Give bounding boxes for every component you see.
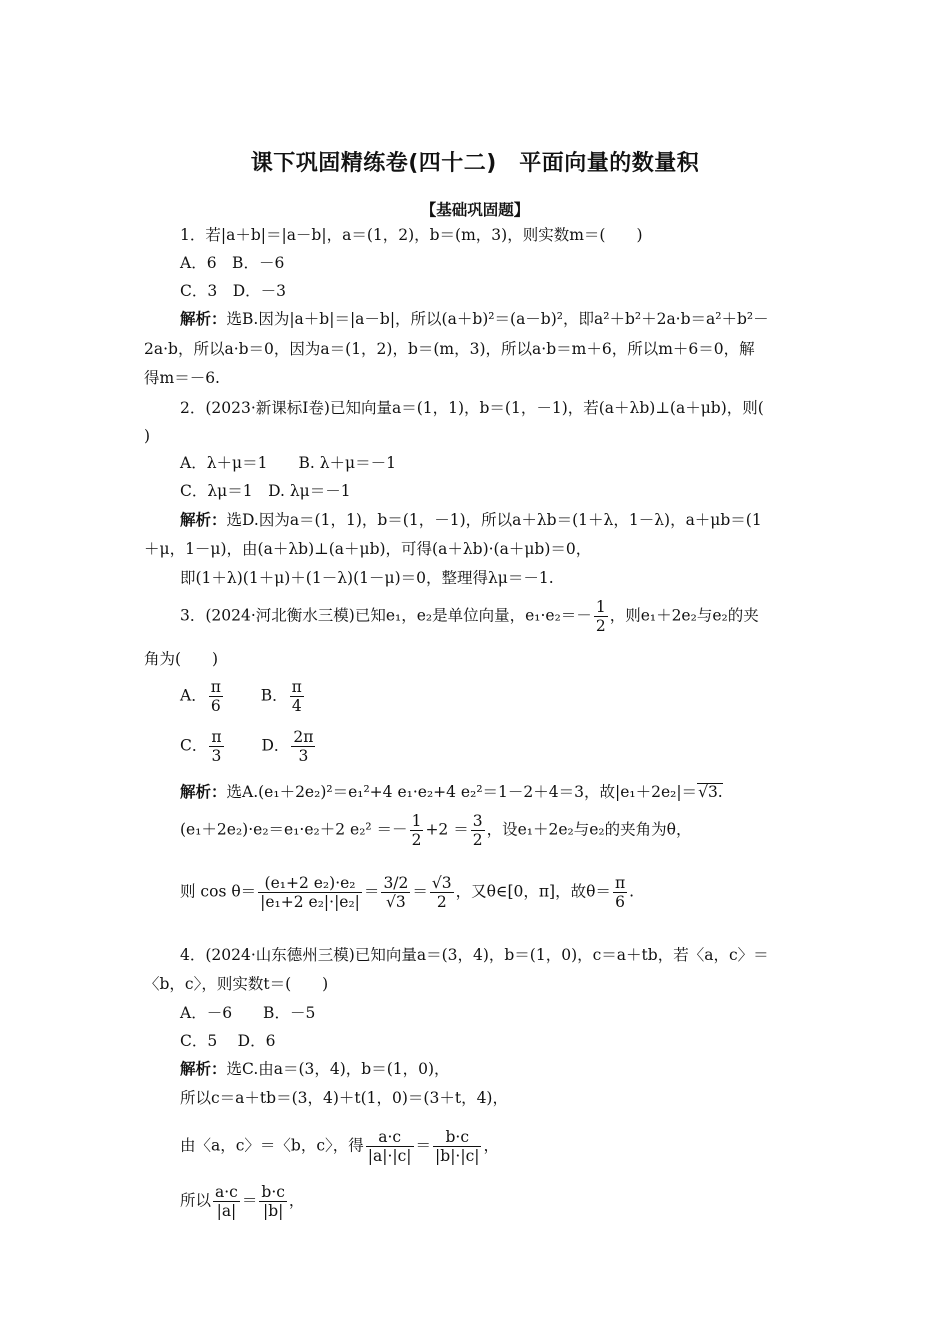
q1-options-ab: A．6 B．－6 <box>180 254 285 272</box>
q1-solution-line-3: 得m＝－6. <box>144 369 220 387</box>
option-b-value: $\frac{\pi}{4}$ <box>291 678 302 715</box>
q4-solution-line-1: 解析：选C.由a＝(3，4)，b＝(1，0)， <box>180 1060 450 1078</box>
option-c: C． <box>180 736 208 755</box>
fraction-one-half: $\frac{1}{2}$ <box>595 598 606 635</box>
q2-options-cd: C．λμ＝1 D. λμ＝－1 <box>180 482 351 500</box>
q1-solution-line-2: 2a·b，所以a·b＝0，因为a＝(1，2)，b＝(m，3)，所以a·b＝m＋6，所以m＋6＝0，解 <box>144 340 755 358</box>
q1-options-cd: C．3 D．－3 <box>180 282 287 300</box>
q2-solution-line-1: 解析：选D.因为a＝(1，1)，b＝(1，－1)，所以a＋λb＝(1＋λ，1－λ)，a＋μb＝(1 <box>180 511 762 529</box>
option-a-value: $\frac{\pi}{6}$ <box>210 678 221 715</box>
fraction: $\frac{a\cdot c}{|a|\cdot|c|}$ <box>367 1128 412 1165</box>
q3-solution-line-2: (e₁＋2e₂)·e₂＝e₁·e₂＋2 e₂² ＝－ $\frac{1}{2}$ +2 ＝ $\frac{3}{2}$ ，设e₁＋2e₂与e₂的夹角为θ， <box>180 812 692 849</box>
fraction: $\frac{\pi}{6}$ <box>614 874 626 911</box>
option-a: A． <box>180 686 207 705</box>
solution-label: 解析： <box>180 1060 227 1078</box>
q4-stem-line-2: 〈b，c〉，则实数t＝( ) <box>144 975 329 993</box>
solution-label: 解析： <box>180 511 227 529</box>
section-heading: 【基础巩固题】 <box>420 201 530 219</box>
solution-label: 解析： <box>180 310 227 328</box>
cosine-fraction: $\frac{\text{(e₁+2 e₂)·e₂}}{\text{|e₁+2 e₂|·|e₂|}}$ <box>260 874 360 911</box>
q4-options-cd: C．5 D．6 <box>180 1032 276 1050</box>
fraction: $\frac{√3}{2}$ <box>431 874 452 911</box>
fraction: $\frac{1}{2}$ <box>411 812 422 849</box>
q3-solution-line-1: 解析：选A.(e₁＋2e₂)²＝e₁²+4 e₁·e₂+4 e₂²＝1－2＋4＝3，故|e₁＋2e₂|＝√3. <box>180 783 723 801</box>
fraction: $\frac{b\cdot c}{|b|\cdot|c|}$ <box>435 1128 480 1165</box>
fraction: $\frac{3}{2}$ <box>472 812 483 849</box>
q2-solution-line-2: ＋μ，1－μ)，由(a＋λb)⊥(a＋μb)，可得(a＋λb)·(a＋μb)＝0， <box>144 540 592 558</box>
fraction: $\frac{3/2}{√3}$ <box>383 874 409 911</box>
q4-solution-line-2: 所以c＝a＋tb＝(3，4)＋t(1，0)＝(3＋t，4)， <box>180 1089 508 1107</box>
fraction: $\frac{b\cdot c}{|b|}$ <box>261 1183 285 1220</box>
q3-stem-line-1: 3．(2024·河北衡水三模)已知e₁，e₂是单位向量，e₁·e₂＝－ $\frac{1}{2}$ ，则e₁＋2e₂与e₂的夹 <box>180 598 759 635</box>
q2-stem-line-2: ) <box>144 427 151 445</box>
q4-solution-line-4: 所以 $\frac{a\cdot c}{|a|}$ ＝ $\frac{b\cdot c}{|b|}$ ， <box>180 1183 305 1220</box>
q1-stem: 1．若|a＋b|＝|a－b|，a＝(1，2)，b＝(m，3)，则实数m＝( ) <box>180 226 643 244</box>
option-b: B． <box>260 686 288 705</box>
q3-solution-line-3: 则 cos θ＝ $\frac{\text{(e₁+2 e₂)·e₂}}{\text{|e₁+2 e₂|·|e₂|}}$ ＝ $\frac{3/2}{√3}$ ＝ $\frac{√3}{2}$ ，又θ∈[0，π]，故θ＝ $\frac{\pi}{6}$ . <box>180 874 635 911</box>
q2-options-ab: A．λ＋μ＝1 B. λ＋μ＝－1 <box>180 454 396 472</box>
q2-stem-line-1: 2．(2023·新课标Ⅰ卷)已知向量a＝(1，1)，b＝(1，－1)，若(a＋λb)⊥(a＋μb)，则( <box>180 399 764 417</box>
q3-options-ab <box>180 678 306 715</box>
solution-label: 解析： <box>180 783 227 801</box>
q1-solution-line-1: 解析：选B.因为|a＋b|＝|a－b|，所以(a＋b)²＝(a－b)²，即a²＋b²＋2a·b＝a²＋b²－ <box>180 310 769 328</box>
option-d: D． <box>261 736 290 755</box>
q4-options-ab: A．－6 B．－5 <box>180 1004 316 1022</box>
page-title: 课下巩固精练卷(四十二) 平面向量的数量积 <box>250 151 700 176</box>
option-c-value: $\frac{\pi}{3}$ <box>211 728 222 765</box>
q2-solution-line-3: 即(1＋λ)(1＋μ)＋(1－λ)(1－μ)＝0，整理得λμ＝－1. <box>180 569 554 587</box>
option-d-value: $\frac{2\pi}{3}$ <box>293 728 314 765</box>
q3-stem-line-2: 角为( ) <box>144 650 219 668</box>
fraction: $\frac{a\cdot c}{|a|}$ <box>215 1183 238 1220</box>
q4-solution-line-3: 由〈a，c〉＝〈b，c〉，得 $\frac{a\cdot c}{|a|\cdot|c|}$ ＝ $\frac{b\cdot c}{|b|\cdot|c|}$ ， <box>180 1128 499 1165</box>
root-three: √3. <box>698 783 723 801</box>
q4-stem-line-1: 4．(2024·山东德州三模)已知向量a＝(3，4)，b＝(1，0)，c＝a＋tb，若〈a，c〉＝ <box>180 946 769 964</box>
q3-options-cd <box>180 728 317 765</box>
